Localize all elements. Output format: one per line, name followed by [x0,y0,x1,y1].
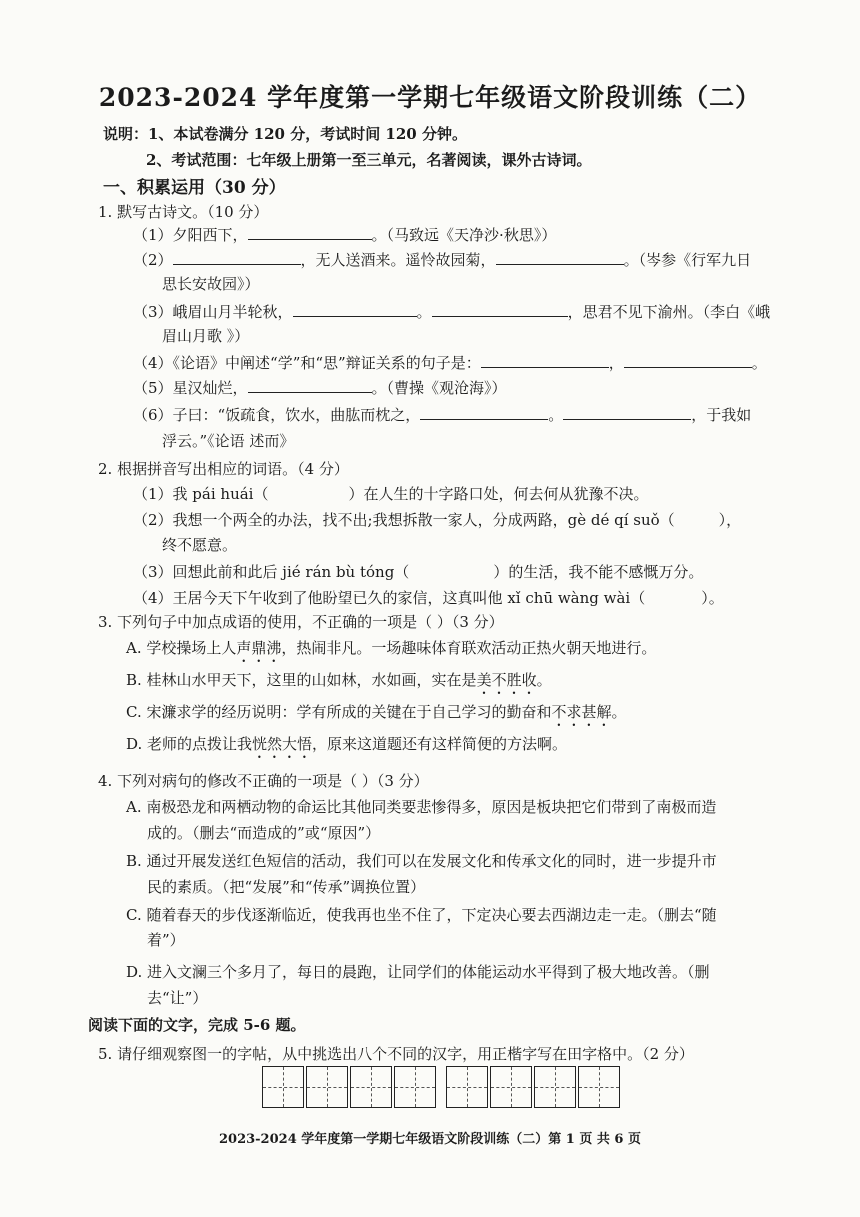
q1-item-4: （4）《论语》中阐述“学”和“思”辩证关系的句子是： ， 。 [133,354,767,372]
grid-cell[interactable] [578,1066,620,1108]
q3-option-d[interactable]: D. 老师的点拨让我恍然大悟，原来这道题还有这样简便的方法啊。 [126,735,568,753]
grid-cell[interactable] [534,1066,576,1108]
q2-item-1: （1）我 pái huái（ ）在人生的十字路口处，何去何从犹豫不决。 [133,485,649,503]
reading-heading: 阅读下面的文字，完成 5-6 题。 [88,1016,306,1034]
q4-option-c[interactable]: C. 随着春天的步伐逐渐临近，使我再也坐不住了，下定决心要去西湖边走一走。（删去“随 [126,906,717,924]
q1-item-2: （2） ，无人送酒来。遥怜故园菊， 。（岑参《行军九日 [133,251,752,269]
q3-option-a[interactable]: A. 学校操场上人声鼎沸，热闹非凡。一场趣味体育联欢活动正热火朝天地进行。 [126,639,657,657]
page-title: 2023-2024 学年度第一学期七年级语文阶段训练（二） [98,83,762,112]
grid-cell[interactable] [446,1066,488,1108]
q3-option-c[interactable]: C. 宋濂求学的经历说明：学有所成的关键在于自己学习的勤奋和不求甚解。 [126,703,627,721]
tianzige-grid [262,1066,622,1108]
question-2-heading: 2. 根据拼音写出相应的词语。（4 分） [98,460,349,478]
grid-cell[interactable] [394,1066,436,1108]
q1-item-3-cont: 眉山月歌 》） [162,327,250,345]
answer-blank[interactable] [248,378,372,393]
answer-blank[interactable] [481,353,609,368]
dotted-idiom: 恍然大悟 [252,735,313,753]
q1-item-5: （5）星汉灿烂， 。（曹操《观沧海》） [133,379,507,397]
section-heading-1: 一、积累运用（30 分） [103,178,286,198]
q4-option-a[interactable]: A. 南极恐龙和两栖动物的命运比其他同类要悲惨得多，原因是板块把它们带到了南极而造 [126,798,717,816]
answer-blank[interactable] [432,302,568,317]
q2-item-2-cont: 终不愿意。 [162,536,238,554]
q2-item-2: （2）我想一个两全的办法，找不出;我想拆散一家人，分成两路，gè dé qí suǒ（ ）， [133,511,742,529]
q4-option-b-cont: 民的素质。（把“发展”和“传承”调换位置） [147,878,426,896]
q1-item-6: （6）子曰：“饭疏食，饮水，曲肱而枕之， 。 ，于我如 [133,406,752,424]
q4-option-b[interactable]: B. 通过开展发送红色短信的活动，我们可以在发展文化和传承文化的同时，进一步提升市 [126,852,717,870]
instructions-line-2: 2、考试范围：七年级上册第一至三单元，名著阅读，课外古诗词。 [146,151,592,169]
answer-blank[interactable] [248,225,372,240]
q1-item-1: （1）夕阳西下， 。（马致远《天净沙·秋思》） [133,226,557,244]
answer-blank[interactable] [496,250,624,265]
instructions-line-1: 说明：1、本试卷满分 120 分，考试时间 120 分钟。 [103,125,467,143]
answer-blank[interactable] [420,405,548,420]
q1-item-6-cont: 浮云。”《论语 述而》 [162,432,295,450]
answer-blank[interactable] [293,302,417,317]
q1-item-2-cont: 思长安故园》） [162,275,260,293]
q3-option-b[interactable]: B. 桂林山水甲天下，这里的山如林，水如画，实在是美不胜收。 [126,671,552,689]
grid-cell[interactable] [262,1066,304,1108]
dotted-idiom: 美不胜收 [476,671,537,689]
grid-cell[interactable] [306,1066,348,1108]
question-5-heading: 5. 请仔细观察图一的字帖，从中挑选出八个不同的汉字，用正楷字写在田字格中。（2 分） [98,1045,694,1063]
answer-blank[interactable] [563,405,691,420]
dotted-idiom: 不求甚解 [551,703,612,721]
dotted-idiom: 声鼎沸 [236,639,282,657]
grid-cell[interactable] [490,1066,532,1108]
q4-option-d-cont: 去“让”） [147,989,208,1007]
question-3-heading: 3. 下列句子中加点成语的使用，不正确的一项是（ ）（3 分） [98,613,504,631]
q4-option-c-cont: 着”） [147,931,185,949]
q2-item-4: （4）王居今天下午收到了他盼望已久的家信，这真叫他 xǐ chū wàng wài（ ）。 [133,589,724,607]
q4-option-d[interactable]: D. 进入文澜三个多月了，每日的晨跑，让同学们的体能运动水平得到了极大地改善。（删 [126,963,710,981]
answer-blank[interactable] [173,250,301,265]
grid-cell[interactable] [350,1066,392,1108]
q1-item-3: （3）峨眉山月半轮秋， 。 ，思君不见下渝州。（李白《峨 [133,303,771,321]
grid-gap [438,1066,446,1108]
page-footer: 2023-2024 学年度第一学期七年级语文阶段训练（二）第 1 页 共 6 页 [218,1132,641,1147]
question-4-heading: 4. 下列对病句的修改不正确的一项是（ ）（3 分） [98,772,429,790]
q2-item-3: （3）回想此前和此后 jié rán bù tóng（ ）的生活，我不能不感慨万分。 [133,563,704,581]
answer-blank[interactable] [624,353,752,368]
q4-option-a-cont: 成的。（删去“而造成的”或“原因”） [147,824,381,842]
question-1-heading: 1. 默写古诗文。（10 分） [98,203,269,221]
